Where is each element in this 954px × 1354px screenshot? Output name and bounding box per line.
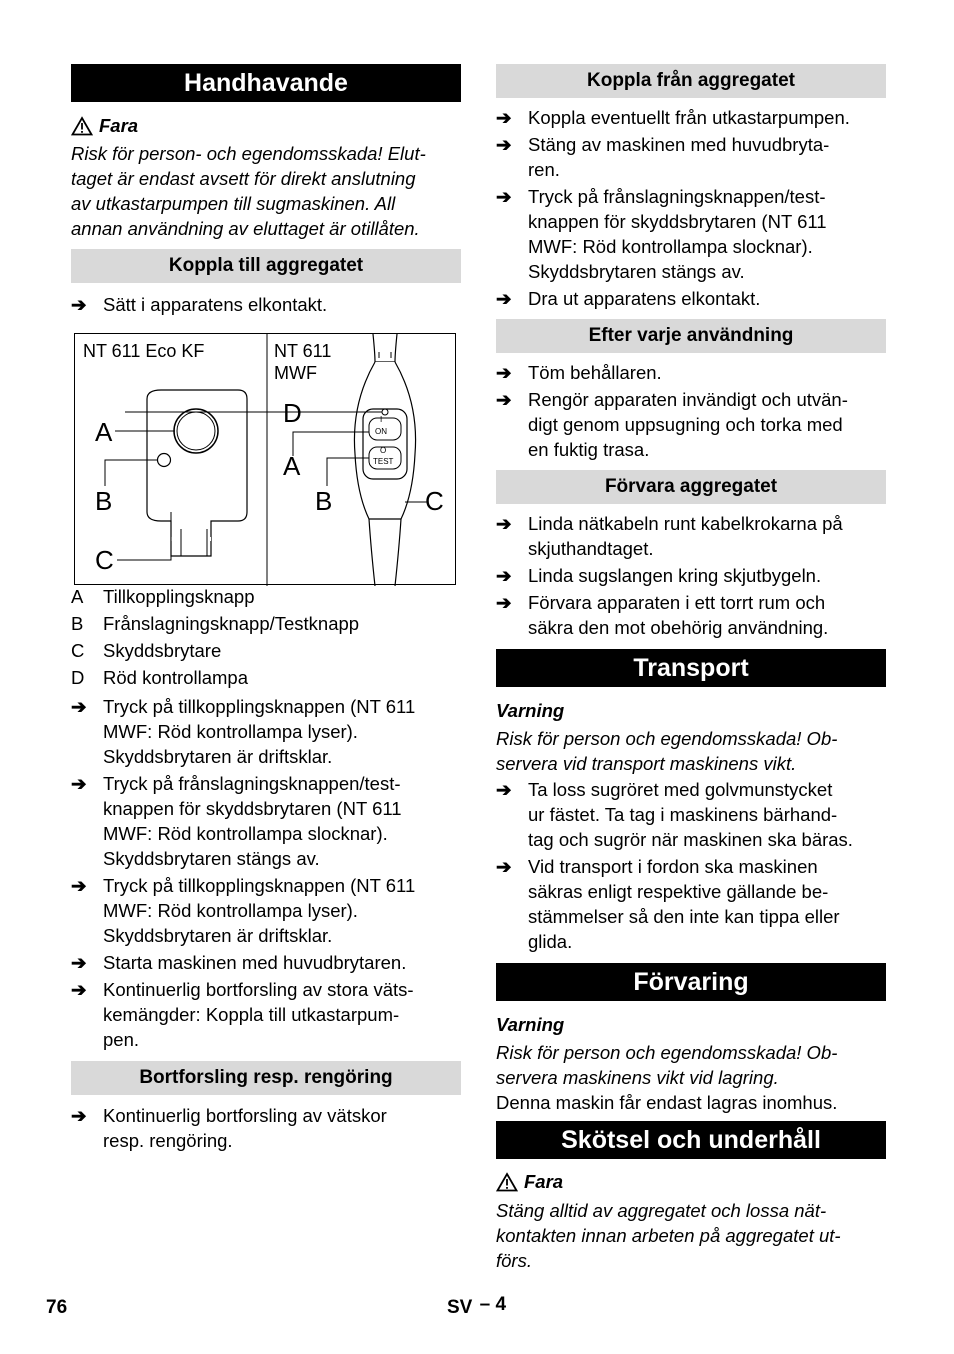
arrow-right-icon: ➔ <box>496 362 512 383</box>
list-item <box>71 292 461 317</box>
right-column <box>496 64 886 1273</box>
list-item: ➔ Tryck på frånslagningsknappen/test- knappen för skyddsbrytaren (NT 611 MWF: Röd kontrollampa slocknar). Skyddsbrytaren stängs av. <box>71 773 402 869</box>
legend <box>71 583 461 691</box>
risk-line: servera vid transport maskinens vikt. <box>496 753 797 774</box>
heading-handhavande: Handhavande <box>71 64 461 102</box>
danger-label <box>71 113 461 138</box>
arrow-right-icon: ➔ <box>71 875 87 896</box>
list-item: ➔ Koppla eventuellt från utkastarpumpen. <box>496 107 850 128</box>
warning-triangle-icon <box>71 116 93 136</box>
page-number: 76 <box>46 1297 68 1318</box>
fig-label-on: ON <box>375 427 387 436</box>
arrow-right-icon: ➔ <box>496 565 512 586</box>
list-item: ➔ Stäng av maskinen med huvudbryta- ren. <box>496 134 830 180</box>
risk-line: Risk för person och egendomsskada! Ob- <box>496 1042 838 1063</box>
danger-text: Fara <box>524 1171 564 1192</box>
heading-bortforsling: Bortforsling resp. rengöring <box>71 1061 461 1095</box>
heading-transport: Transport <box>496 649 886 687</box>
fig-label-c2: C <box>425 486 444 516</box>
legend-item: D Röd kontrollampa <box>71 667 248 688</box>
fig-title-mwf-2: MWF <box>274 363 317 383</box>
legend-item: A Tillkopplingsknapp <box>71 586 255 607</box>
risk-line: taget är endast avsett för direkt anslutning <box>71 168 416 189</box>
list-item: ➔ Starta maskinen med huvudbrytaren. <box>71 952 407 973</box>
arrow-right-icon: ➔ <box>496 107 512 128</box>
risk-line: förs. <box>496 1250 532 1271</box>
list-item: ➔ Linda nätkabeln runt kabelkrokarna på skjuthandtaget. <box>496 513 843 559</box>
list-item: ➔ Töm behållaren. <box>496 362 662 383</box>
list-item: ➔ Dra ut apparatens elkontakt. <box>496 288 761 309</box>
warning-label: Varning <box>496 1014 565 1035</box>
risk-line: Risk för person- och egendomsskada! Elut- <box>71 143 426 164</box>
heading-koppla-till: Koppla till aggregatet <box>71 249 461 283</box>
left-column <box>71 64 461 1153</box>
fig-label-b2: B <box>315 486 333 516</box>
danger-text: Fara <box>99 115 139 136</box>
list-item: ➔ Tryck på tillkopplingsknappen (NT 611 MWF: Röd kontrollampa lyser). Skyddsbrytaren är driftsklar. <box>71 696 416 767</box>
list-item: ➔ Förvara apparaten i ett torrt rum och säkra den mot obehörig användning. <box>496 592 829 638</box>
fig-label-a2: A <box>283 451 301 481</box>
arrow-right-icon: ➔ <box>71 979 87 1000</box>
fig-label-c: C <box>95 545 114 575</box>
fig-title-mwf-1: NT 611 <box>274 341 332 361</box>
fig-label-d: D <box>283 398 302 428</box>
fig-label-o: O <box>380 446 387 455</box>
fig-label-i: I <box>380 415 383 424</box>
legend-item: C Skyddsbrytare <box>71 640 222 661</box>
arrow-right-icon: ➔ <box>496 134 512 155</box>
figure-connection <box>74 333 456 585</box>
risk-line: annan användning av eluttaget är otillåten. <box>71 218 420 239</box>
arrow-right-icon: ➔ <box>496 779 512 800</box>
arrow-right-icon: ➔ <box>71 952 87 973</box>
fig-label-test: TEST <box>373 457 394 466</box>
fig-label-a: A <box>95 417 113 447</box>
heading-efter: Efter varje användning <box>496 319 886 353</box>
risk-line: Risk för person och egendomsskada! Ob- <box>496 728 838 749</box>
legend-item: B Frånslagningsknapp/Testknapp <box>71 613 360 634</box>
fig-label-b: B <box>95 486 113 516</box>
warning-triangle-icon <box>496 1172 518 1192</box>
heading-koppla-fran: Koppla från aggregatet <box>496 64 886 98</box>
arrow-right-icon: ➔ <box>496 389 512 410</box>
heading-forvaring: Förvaring <box>496 963 886 1001</box>
arrow-right-icon: ➔ <box>496 186 512 207</box>
list-item: ➔ Ta loss sugröret med golvmunstycket ur fästet. Ta tag i maskinens bärhand- tag och sugrör när maskinen ska bäras. <box>496 779 853 850</box>
storage-note: Denna maskin får endast lagras inomhus. <box>496 1092 838 1113</box>
list-item: ➔ Linda sugslangen kring skjutbygeln. <box>496 565 822 586</box>
list-item: ➔ Tryck på frånslagningsknappen/test- knappen för skyddsbrytaren (NT 611 MWF: Röd kontrollampa slocknar). Skyddsbrytaren stängs av. <box>496 186 827 282</box>
connector-diagram <box>75 334 457 586</box>
risk-line: Stäng alltid av aggregatet och lossa nät- <box>496 1200 827 1221</box>
arrow-right-icon: ➔ <box>71 773 87 794</box>
heading-skotsel: Skötsel och underhåll <box>496 1121 886 1159</box>
risk-line: av utkastarpumpen till sugmaskinen. All <box>71 193 396 214</box>
warning-label: Varning <box>496 700 565 721</box>
arrow-right-icon: ➔ <box>71 1105 87 1126</box>
footer-lang: SV – 4 <box>447 1294 507 1318</box>
list-item: ➔ Tryck på tillkopplingsknappen (NT 611 MWF: Röd kontrollampa lyser). Skyddsbrytaren är driftsklar. <box>71 875 416 946</box>
heading-forvara: Förvara aggregatet <box>496 470 886 504</box>
arrow-right-icon: ➔ <box>71 696 87 717</box>
fig-title-eco: NT 611 Eco KF <box>83 341 205 361</box>
step-text: Sätt i apparatens elkontakt. <box>103 294 328 315</box>
danger-label <box>496 1169 886 1194</box>
risk-line: kontakten innan arbeten på aggregatet ut- <box>496 1225 841 1246</box>
arrow-right-icon: ➔ <box>496 856 512 877</box>
arrow-right-icon: ➔ <box>496 288 512 309</box>
arrow-right-icon: ➔ <box>496 592 512 613</box>
arrow-right-icon: ➔ <box>496 513 512 534</box>
arrow-right-icon: ➔ <box>71 294 87 315</box>
list-item: ➔ Vid transport i fordon ska maskinen säkras enligt respektive gällande be- stämmelser så den inte kan tippa eller glida. <box>496 856 840 952</box>
list-item: ➔ Rengör apparaten invändigt och utvän- digt genom uppsugning och torka med en fuktig trasa. <box>496 389 848 460</box>
list-item: ➔ Kontinuerlig bortforsling av vätskor resp. rengöring. <box>71 1105 387 1151</box>
list-item: ➔ Kontinuerlig bortforsling av stora väts- kemängder: Koppla till utkastarpum- pen. <box>71 979 414 1050</box>
risk-line: servera maskinens vikt vid lagring. <box>496 1067 779 1088</box>
